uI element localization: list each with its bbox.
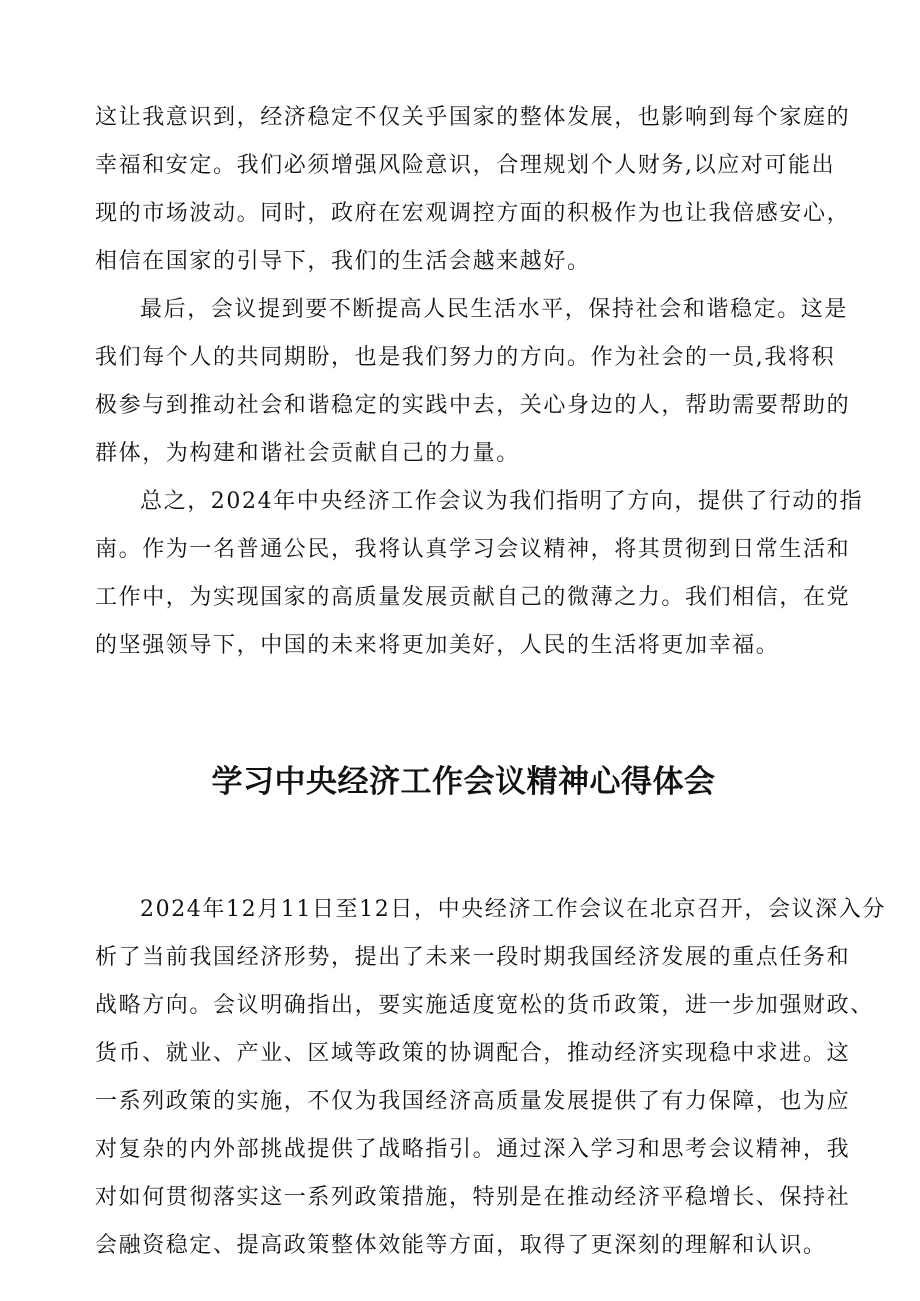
text-line: 这让我意识到，经济稳定不仅关乎国家的整体发展，也影响到每个家庭的	[95, 105, 851, 130]
text-line: 我们每个人的共同期盼，也是我们努力的方向。作为社会的一员,我将积	[95, 345, 836, 370]
spacer	[95, 670, 832, 726]
text-line: 战略方向。会议明确指出，要实施适度宽松的货币政策，进一步加强财政、	[95, 992, 874, 1018]
text-line: 一系列政策的实施，不仅为我国经济高质量发展提供了有力保障，也为应	[95, 1088, 851, 1114]
text-line: 对如何贯彻落实这一系列政策措施，特别是在推动经济平稳增长、保持社	[95, 1184, 851, 1210]
text-line: 总之，2024年中央经济工作会议为我们指明了方向，提供了行动的指	[140, 489, 864, 514]
text-line: 现的市场波动。同时，政府在宏观调控方面的积极作为也让我倍感安心，	[95, 201, 851, 226]
paragraph-continuation	[95, 94, 851, 286]
text-line: 最后，会议提到要不断提高人民生活水平，保持社会和谐稳定。这是	[140, 297, 849, 322]
text-line: 会融资稳定、提高政策整体效能等方面，取得了更深刻的理解和认识。	[95, 1232, 827, 1258]
paragraph-summary	[95, 478, 864, 670]
paragraph-finally	[95, 286, 851, 478]
document-title: 学习中央经济工作会议精神心得体会	[211, 763, 716, 800]
text-line: 工作中，为实现国家的高质量发展贡献自己的微薄之力。我们相信，在党	[95, 585, 851, 610]
text-line: 货币、就业、产业、区域等政策的协调配合，推动经济实现稳中求进。这	[95, 1040, 851, 1066]
text-line: 幸福和安定。我们必须增强风险意识，合理规划个人财务,以应对可能出	[95, 153, 836, 178]
text-line: 相信在国家的引导下，我们的生活会越来越好。	[95, 249, 591, 274]
text-line: 极参与到推动社会和谐稳定的实践中去，关心身边的人，帮助需要帮助的	[95, 393, 851, 418]
spacer	[95, 838, 832, 886]
document-page	[95, 94, 886, 1270]
text-line: 析了当前我国经济形势，提出了未来一段时期我国经济发展的重点任务和	[95, 944, 851, 970]
text-line: 群体，为构建和谐社会贡献自己的力量。	[95, 441, 520, 466]
paragraph-intro	[95, 886, 886, 1270]
text-line: 南。作为一名普通公民，我将认真学习会议精神，将其贯彻到日常生活和	[95, 537, 851, 562]
text-line: 2024年12月11日至12日，中央经济工作会议在北京召开，会议深入分	[140, 896, 886, 922]
text-line: 对复杂的内外部挑战提供了战略指引。通过深入学习和思考会议精神，我	[95, 1136, 851, 1162]
text-line: 的坚强领导下，中国的未来将更加美好，人民的生活将更加幸福。	[95, 633, 780, 658]
